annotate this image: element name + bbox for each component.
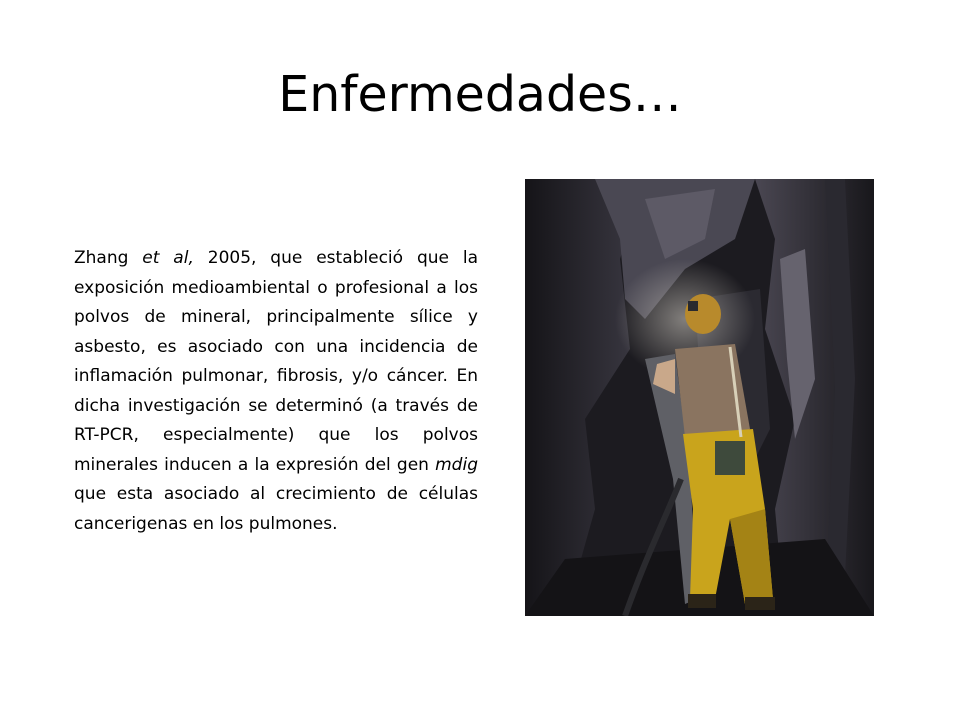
body-paragraph — [74, 244, 478, 539]
body-text-part-1: Zhang — [74, 248, 143, 268]
body-text-part-3: que esta asociado al crecimiento de células cancerigenas en los pulmones. — [74, 484, 478, 534]
body-text-emphasis-et-al: et al, — [142, 248, 194, 268]
right-boot — [745, 597, 775, 610]
miner-head — [685, 294, 721, 334]
miner-photo — [525, 179, 874, 616]
helmet-lamp — [688, 301, 698, 311]
body-text-part-2: 2005, que estableció que la exposición medioambiental o profesional a los polvos de mineral, principalmente sílice y asbesto, es asociado con una incidencia de inflamación pulmonar, fibrosis, y/o cáncer. En dicha investigación se determinó (a través de RT-PCR, especialmente) que los polvos minerales inducen a la expresión del gen — [74, 248, 478, 475]
left-boot — [688, 594, 716, 608]
slide-title: Enfermedades… — [278, 66, 682, 123]
body-text-emphasis-gene: mdig — [435, 454, 478, 475]
tool-pouch — [715, 441, 745, 475]
miner-illustration — [525, 179, 874, 616]
